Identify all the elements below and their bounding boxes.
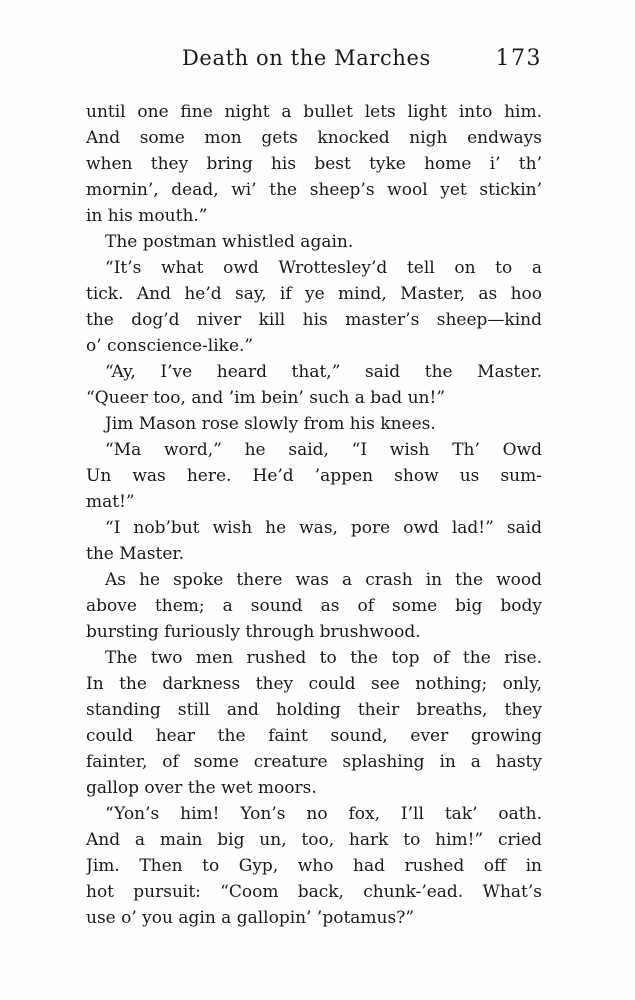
text-line: hot pursuit: “Coom back, chunk-’ead. What’s bbox=[86, 882, 542, 902]
text-line: standing still and holding their breaths, they bbox=[86, 700, 542, 720]
text-line: bursting furiously through brushwood. bbox=[86, 622, 421, 642]
text-line: “Ay, I’ve heard that,” said the Master. bbox=[105, 362, 542, 382]
text-line: mornin’, dead, wi’ the sheep’s wool yet stickin’ bbox=[86, 180, 542, 200]
text-line: Jim. Then to Gyp, who had rushed off in bbox=[86, 856, 542, 876]
book-page bbox=[86, 44, 542, 931]
text-line: the dog’d niver kill his master’s sheep—kind bbox=[86, 310, 542, 330]
text-line: And a main big un, too, hark to him!” cried bbox=[86, 830, 542, 850]
text-line: tick. And he’d say, if ye mind, Master, as hoo bbox=[86, 284, 542, 304]
text-line: “Queer too, and ’im bein’ such a bad un!” bbox=[86, 388, 446, 408]
text-line: In the darkness they could see nothing; only, bbox=[86, 674, 542, 694]
text-line: the Master. bbox=[86, 544, 185, 564]
text-line: gallop over the wet moors. bbox=[86, 778, 317, 798]
text-line: Un was here. He’d ’appen show us sum- bbox=[86, 466, 542, 486]
text-line: o’ conscience-like.” bbox=[86, 336, 254, 356]
text-line: The two men rushed to the top of the rise. bbox=[105, 648, 542, 668]
text-line: “It’s what owd Wrottesley’d tell on to a bbox=[105, 258, 542, 278]
text-line: And some mon gets knocked nigh endways bbox=[86, 128, 542, 148]
running-header bbox=[86, 44, 542, 84]
text-line: fainter, of some creature splashing in a hasty bbox=[86, 752, 542, 772]
text-line: Jim Mason rose slowly from his knees. bbox=[105, 414, 436, 434]
text-line: until one fine night a bullet lets light into him. bbox=[86, 102, 542, 122]
text-line: “I nob’but wish he was, pore owd lad!” said bbox=[105, 518, 542, 538]
text-line: mat!” bbox=[86, 492, 135, 512]
text-line: above them; a sound as of some big body bbox=[86, 596, 542, 616]
text-line: The postman whistled again. bbox=[105, 232, 354, 252]
body-text bbox=[86, 99, 542, 931]
text-line: “Ma word,” he said, “I wish Th’ Owd bbox=[105, 440, 542, 460]
text-line: “Yon’s him! Yon’s no fox, I’ll tak’ oath. bbox=[105, 804, 542, 824]
text-line: could hear the faint sound, ever growing bbox=[86, 726, 542, 746]
page-number: 173 bbox=[495, 46, 542, 71]
text-line: As he spoke there was a crash in the wood bbox=[105, 570, 542, 590]
text-line: in his mouth.” bbox=[86, 206, 208, 226]
text-line: use o’ you agin a gallopin’ ’potamus?” bbox=[86, 908, 415, 928]
chapter-title: Death on the Marches bbox=[182, 46, 431, 70]
text-line: when they bring his best tyke home i’ th’ bbox=[86, 154, 542, 174]
